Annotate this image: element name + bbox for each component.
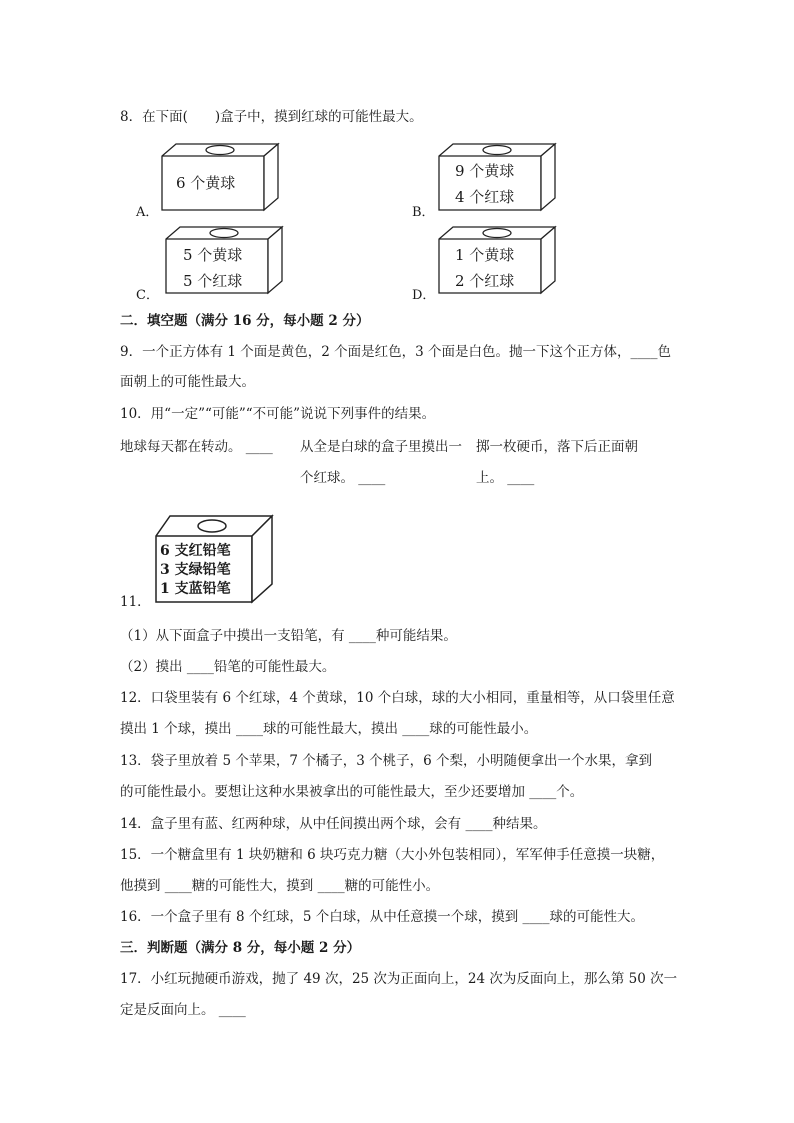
q8-option-d-line2: 2 个红球 [455, 272, 515, 290]
q13-line2: 的可能性最小。要想让这种水果被拿出的可能性最大，至少还要增加 ____个。 [120, 784, 584, 800]
q9-line2: 面朝上的可能性最大。 [120, 374, 255, 390]
q13-line1: 13．袋子里放着 5 个苹果，7 个橘子，3 个桃子，6 个梨，小明随便拿出一个水果，拿到 [120, 753, 652, 769]
q8-option-a-letter: A． [136, 205, 159, 220]
q12-line1: 12．口袋里装有 6 个红球，4 个黄球，10 个白球，球的大小相同，重量相等，从口袋里任意 [120, 690, 675, 706]
q8-option-a-line1: 6 个黄球 [176, 174, 236, 192]
q8-option-b-line1: 9 个黄球 [455, 162, 515, 180]
q11-sub2: （2）摸出 ____铅笔的可能性最大。 [120, 659, 336, 675]
q10-item1-line1: 地球每天都在转动。 ____ [120, 439, 273, 455]
q8-option-c-line1: 5 个黄球 [183, 246, 243, 264]
q8-option-c-line2: 5 个红球 [183, 272, 243, 290]
q11-box-line3: 1 支蓝铅笔 [160, 581, 231, 597]
q8-option-d-line1: 1 个黄球 [455, 246, 515, 264]
q11-box-line2: 3 支绿铅笔 [160, 562, 231, 578]
q17-line1: 17．小红玩抛硬币游戏，抛了 49 次，25 次为正面向上，24 次为反面向上，那么第 50 次一 [120, 971, 678, 987]
q9-line1: 9．一个正方体有 1 个面是黄色，2 个面是红色，3 个面是白色。抛一下这个正方体，____色 [120, 344, 672, 360]
q10-stem: 10．用“一定”“可能”“不可能”说说下列事件的结果。 [120, 406, 436, 422]
q12-line2: 摸出 1 个球，摸出 ____球的可能性最大，摸出 ____球的可能性最小。 [120, 721, 538, 737]
q17-line2: 定是反面向上。 ____ [120, 1002, 246, 1018]
q15-line1: 15．一个糖盒里有 1 块奶糖和 6 块巧克力糖（大小外包装相同），军军伸手任意摸一块糖， [120, 847, 665, 863]
q10-item3-line2: 上。 ____ [476, 470, 535, 486]
q15-line2: 他摸到 ____糖的可能性大，摸到 ____糖的可能性小。 [120, 878, 440, 894]
q10-item2-line2: 个红球。 ____ [300, 470, 386, 486]
section-3-heading: 三．判断题（满分 8 分，每小题 2 分） [120, 940, 361, 956]
section-2-heading: 二．填空题（满分 16 分，每小题 2 分） [120, 313, 370, 329]
q8-option-b-line2: 4 个红球 [455, 188, 515, 206]
q8-option-c-letter: C． [136, 288, 159, 303]
q11-number: 11． [120, 594, 151, 610]
q11-box-line1: 6 支红铅笔 [160, 543, 231, 559]
q8-option-d-letter: D． [412, 288, 436, 303]
q10-item2-line1: 从全是白球的盒子里摸出一 [300, 439, 462, 455]
q11-sub1: （1）从下面盒子中摸出一支铅笔，有 ____种可能结果。 [120, 628, 457, 644]
q16-line1: 16．一个盒子里有 8 个红球，5 个白球，从中任意摸一个球，摸到 ____球的可能性大。 [120, 909, 645, 925]
q10-item3-line1: 掷一枚硬币，落下后正面朝 [476, 439, 638, 455]
q8-stem: 8．在下面( )盒子中，摸到红球的可能性最大。 [120, 109, 423, 125]
q14-line1: 14．盒子里有蓝、红两种球，从中任间摸出两个球，会有 ____种结果。 [120, 816, 547, 832]
q8-option-b-letter: B． [412, 205, 435, 220]
